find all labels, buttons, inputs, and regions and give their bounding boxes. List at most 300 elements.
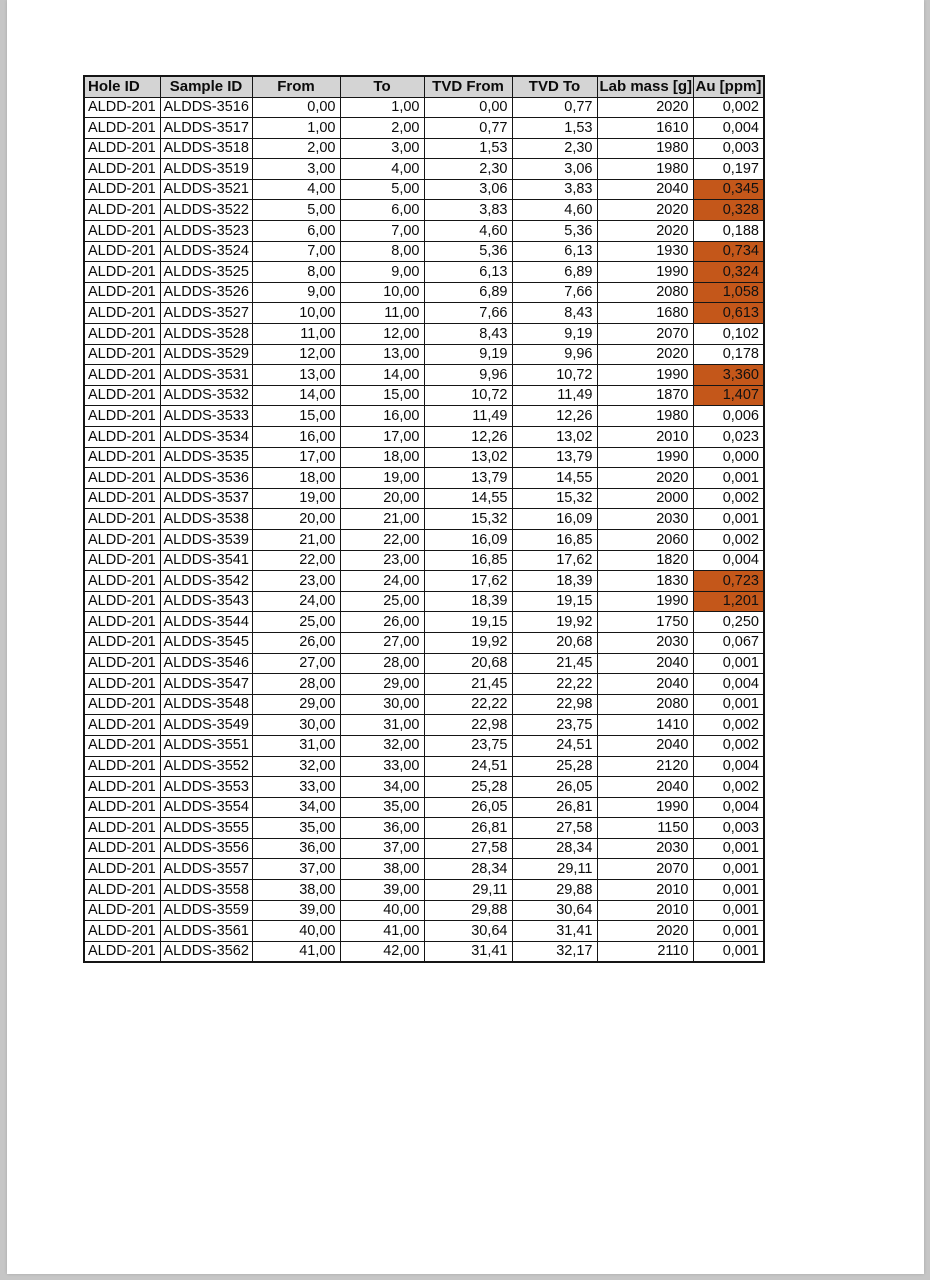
cell-to: 32,00 [340, 735, 424, 756]
cell-tvd-from: 25,28 [424, 777, 512, 798]
cell-lab-mass: 2020 [597, 221, 693, 242]
cell-from: 19,00 [252, 488, 340, 509]
cell-lab-mass: 2020 [597, 921, 693, 942]
cell-hole-id: ALDD-201 [84, 179, 160, 200]
cell-tvd-to: 13,02 [512, 427, 597, 448]
cell-tvd-to: 16,09 [512, 509, 597, 530]
table-row [84, 488, 764, 509]
cell-lab-mass: 1990 [597, 797, 693, 818]
cell-tvd-to: 30,64 [512, 900, 597, 921]
cell-sample-id: ALDDS-3556 [160, 838, 252, 859]
cell-lab-mass: 1150 [597, 818, 693, 839]
table-row [84, 550, 764, 571]
cell-tvd-from: 1,53 [424, 138, 512, 159]
cell-hole-id: ALDD-201 [84, 385, 160, 406]
cell-lab-mass: 2030 [597, 632, 693, 653]
cell-to: 6,00 [340, 200, 424, 221]
cell-hole-id: ALDD-201 [84, 406, 160, 427]
cell-au: 0,004 [693, 550, 764, 571]
cell-to: 23,00 [340, 550, 424, 571]
cell-hole-id: ALDD-201 [84, 468, 160, 489]
cell-sample-id: ALDDS-3562 [160, 941, 252, 962]
cell-lab-mass: 2040 [597, 653, 693, 674]
cell-lab-mass: 2110 [597, 941, 693, 962]
cell-sample-id: ALDDS-3554 [160, 797, 252, 818]
cell-tvd-from: 19,15 [424, 612, 512, 633]
cell-to: 15,00 [340, 385, 424, 406]
cell-tvd-from: 18,39 [424, 591, 512, 612]
cell-hole-id: ALDD-201 [84, 859, 160, 880]
cell-to: 1,00 [340, 97, 424, 118]
cell-lab-mass: 2070 [597, 324, 693, 345]
cell-from: 25,00 [252, 612, 340, 633]
cell-to: 24,00 [340, 571, 424, 592]
cell-to: 19,00 [340, 468, 424, 489]
table-row [84, 118, 764, 139]
table-row [84, 797, 764, 818]
cell-tvd-from: 13,79 [424, 468, 512, 489]
cell-tvd-from: 27,58 [424, 838, 512, 859]
cell-lab-mass: 2040 [597, 674, 693, 695]
cell-au: 1,407 [693, 385, 764, 406]
cell-tvd-to: 29,11 [512, 859, 597, 880]
cell-lab-mass: 1820 [597, 550, 693, 571]
assay-table-body [84, 97, 764, 962]
cell-tvd-from: 16,09 [424, 529, 512, 550]
cell-tvd-from: 29,11 [424, 880, 512, 901]
cell-to: 25,00 [340, 591, 424, 612]
cell-to: 8,00 [340, 241, 424, 262]
cell-hole-id: ALDD-201 [84, 591, 160, 612]
cell-au: 0,002 [693, 529, 764, 550]
cell-tvd-to: 5,36 [512, 221, 597, 242]
cell-tvd-from: 28,34 [424, 859, 512, 880]
cell-sample-id: ALDDS-3558 [160, 880, 252, 901]
cell-from: 26,00 [252, 632, 340, 653]
cell-to: 27,00 [340, 632, 424, 653]
cell-lab-mass: 2040 [597, 777, 693, 798]
cell-au: 0,723 [693, 571, 764, 592]
cell-tvd-to: 27,58 [512, 818, 597, 839]
cell-lab-mass: 2040 [597, 179, 693, 200]
cell-to: 26,00 [340, 612, 424, 633]
cell-tvd-from: 19,92 [424, 632, 512, 653]
cell-tvd-to: 13,79 [512, 447, 597, 468]
cell-sample-id: ALDDS-3546 [160, 653, 252, 674]
cell-tvd-to: 4,60 [512, 200, 597, 221]
cell-to: 14,00 [340, 365, 424, 386]
cell-tvd-to: 1,53 [512, 118, 597, 139]
cell-hole-id: ALDD-201 [84, 488, 160, 509]
cell-tvd-to: 26,81 [512, 797, 597, 818]
cell-to: 39,00 [340, 880, 424, 901]
cell-au: 1,201 [693, 591, 764, 612]
cell-hole-id: ALDD-201 [84, 632, 160, 653]
cell-from: 24,00 [252, 591, 340, 612]
cell-from: 9,00 [252, 282, 340, 303]
table-row [84, 365, 764, 386]
cell-hole-id: ALDD-201 [84, 797, 160, 818]
cell-to: 40,00 [340, 900, 424, 921]
cell-to: 38,00 [340, 859, 424, 880]
cell-tvd-to: 3,83 [512, 179, 597, 200]
cell-tvd-to: 25,28 [512, 756, 597, 777]
cell-tvd-from: 23,75 [424, 735, 512, 756]
cell-sample-id: ALDDS-3552 [160, 756, 252, 777]
cell-au: 0,023 [693, 427, 764, 448]
cell-hole-id: ALDD-201 [84, 324, 160, 345]
cell-sample-id: ALDDS-3542 [160, 571, 252, 592]
cell-tvd-from: 9,19 [424, 344, 512, 365]
cell-tvd-from: 10,72 [424, 385, 512, 406]
cell-tvd-from: 3,83 [424, 200, 512, 221]
cell-sample-id: ALDDS-3553 [160, 777, 252, 798]
cell-tvd-to: 19,92 [512, 612, 597, 633]
cell-hole-id: ALDD-201 [84, 838, 160, 859]
cell-sample-id: ALDDS-3543 [160, 591, 252, 612]
cell-from: 33,00 [252, 777, 340, 798]
cell-from: 36,00 [252, 838, 340, 859]
cell-hole-id: ALDD-201 [84, 880, 160, 901]
cell-sample-id: ALDDS-3516 [160, 97, 252, 118]
cell-to: 41,00 [340, 921, 424, 942]
column-header-from: From [252, 76, 340, 97]
table-row [84, 756, 764, 777]
cell-tvd-from: 12,26 [424, 427, 512, 448]
cell-tvd-to: 12,26 [512, 406, 597, 427]
cell-hole-id: ALDD-201 [84, 921, 160, 942]
table-row [84, 921, 764, 942]
table-row [84, 447, 764, 468]
table-row [84, 324, 764, 345]
cell-sample-id: ALDDS-3517 [160, 118, 252, 139]
cell-au: 0,003 [693, 818, 764, 839]
cell-from: 10,00 [252, 303, 340, 324]
cell-hole-id: ALDD-201 [84, 694, 160, 715]
column-header-to: To [340, 76, 424, 97]
cell-hole-id: ALDD-201 [84, 529, 160, 550]
cell-hole-id: ALDD-201 [84, 653, 160, 674]
table-row [84, 282, 764, 303]
cell-tvd-to: 18,39 [512, 571, 597, 592]
cell-lab-mass: 2020 [597, 468, 693, 489]
cell-sample-id: ALDDS-3547 [160, 674, 252, 695]
cell-to: 17,00 [340, 427, 424, 448]
cell-tvd-from: 9,96 [424, 365, 512, 386]
cell-hole-id: ALDD-201 [84, 447, 160, 468]
cell-tvd-to: 23,75 [512, 715, 597, 736]
table-row [84, 221, 764, 242]
cell-from: 41,00 [252, 941, 340, 962]
cell-hole-id: ALDD-201 [84, 777, 160, 798]
cell-au: 0,178 [693, 344, 764, 365]
cell-lab-mass: 1990 [597, 447, 693, 468]
cell-to: 21,00 [340, 509, 424, 530]
cell-tvd-from: 26,81 [424, 818, 512, 839]
cell-hole-id: ALDD-201 [84, 674, 160, 695]
table-row [84, 159, 764, 180]
cell-lab-mass: 1830 [597, 571, 693, 592]
cell-sample-id: ALDDS-3522 [160, 200, 252, 221]
cell-lab-mass: 2080 [597, 282, 693, 303]
cell-lab-mass: 1610 [597, 118, 693, 139]
cell-au: 0,001 [693, 859, 764, 880]
cell-from: 39,00 [252, 900, 340, 921]
cell-to: 20,00 [340, 488, 424, 509]
cell-lab-mass: 2080 [597, 694, 693, 715]
cell-to: 11,00 [340, 303, 424, 324]
cell-tvd-from: 14,55 [424, 488, 512, 509]
table-row [84, 941, 764, 962]
cell-lab-mass: 1990 [597, 365, 693, 386]
cell-au: 0,197 [693, 159, 764, 180]
cell-sample-id: ALDDS-3525 [160, 262, 252, 283]
cell-au: 0,004 [693, 118, 764, 139]
column-header-lab-mass: Lab mass [g] [597, 76, 693, 97]
cell-au: 0,324 [693, 262, 764, 283]
cell-lab-mass: 1980 [597, 138, 693, 159]
cell-au: 0,001 [693, 880, 764, 901]
cell-tvd-to: 29,88 [512, 880, 597, 901]
cell-from: 6,00 [252, 221, 340, 242]
cell-tvd-from: 26,05 [424, 797, 512, 818]
cell-from: 0,00 [252, 97, 340, 118]
cell-tvd-from: 6,89 [424, 282, 512, 303]
cell-to: 35,00 [340, 797, 424, 818]
cell-from: 2,00 [252, 138, 340, 159]
table-row [84, 900, 764, 921]
cell-to: 13,00 [340, 344, 424, 365]
cell-tvd-to: 22,22 [512, 674, 597, 695]
cell-to: 36,00 [340, 818, 424, 839]
cell-tvd-to: 0,77 [512, 97, 597, 118]
cell-sample-id: ALDDS-3533 [160, 406, 252, 427]
cell-to: 12,00 [340, 324, 424, 345]
cell-lab-mass: 2120 [597, 756, 693, 777]
cell-au: 0,002 [693, 97, 764, 118]
cell-lab-mass: 1930 [597, 241, 693, 262]
cell-lab-mass: 1980 [597, 406, 693, 427]
cell-hole-id: ALDD-201 [84, 118, 160, 139]
cell-au: 0,001 [693, 468, 764, 489]
cell-hole-id: ALDD-201 [84, 550, 160, 571]
cell-tvd-to: 6,89 [512, 262, 597, 283]
cell-tvd-to: 16,85 [512, 529, 597, 550]
table-row [84, 385, 764, 406]
cell-to: 9,00 [340, 262, 424, 283]
cell-sample-id: ALDDS-3557 [160, 859, 252, 880]
cell-au: 0,345 [693, 179, 764, 200]
cell-to: 37,00 [340, 838, 424, 859]
table-row [84, 715, 764, 736]
cell-from: 4,00 [252, 179, 340, 200]
cell-au: 0,001 [693, 838, 764, 859]
table-row [84, 838, 764, 859]
cell-to: 42,00 [340, 941, 424, 962]
cell-to: 5,00 [340, 179, 424, 200]
cell-au: 0,004 [693, 674, 764, 695]
table-row [84, 653, 764, 674]
cell-tvd-to: 6,13 [512, 241, 597, 262]
cell-au: 0,328 [693, 200, 764, 221]
cell-tvd-to: 24,51 [512, 735, 597, 756]
table-row [84, 859, 764, 880]
table-row [84, 694, 764, 715]
cell-lab-mass: 2010 [597, 900, 693, 921]
cell-tvd-to: 26,05 [512, 777, 597, 798]
cell-lab-mass: 2040 [597, 735, 693, 756]
cell-lab-mass: 2020 [597, 200, 693, 221]
cell-tvd-from: 0,00 [424, 97, 512, 118]
cell-hole-id: ALDD-201 [84, 756, 160, 777]
column-header-tvd-from: TVD From [424, 76, 512, 97]
cell-sample-id: ALDDS-3532 [160, 385, 252, 406]
cell-au: 3,360 [693, 365, 764, 386]
table-row [84, 509, 764, 530]
table-row [84, 674, 764, 695]
cell-sample-id: ALDDS-3544 [160, 612, 252, 633]
cell-sample-id: ALDDS-3527 [160, 303, 252, 324]
cell-from: 1,00 [252, 118, 340, 139]
cell-hole-id: ALDD-201 [84, 200, 160, 221]
cell-au: 0,003 [693, 138, 764, 159]
cell-hole-id: ALDD-201 [84, 427, 160, 448]
cell-hole-id: ALDD-201 [84, 159, 160, 180]
cell-from: 31,00 [252, 735, 340, 756]
cell-lab-mass: 2010 [597, 427, 693, 448]
cell-hole-id: ALDD-201 [84, 941, 160, 962]
cell-sample-id: ALDDS-3545 [160, 632, 252, 653]
cell-sample-id: ALDDS-3528 [160, 324, 252, 345]
cell-sample-id: ALDDS-3555 [160, 818, 252, 839]
cell-hole-id: ALDD-201 [84, 344, 160, 365]
cell-to: 31,00 [340, 715, 424, 736]
table-row [84, 179, 764, 200]
cell-from: 3,00 [252, 159, 340, 180]
column-header-au-ppm: Au [ppm] [693, 76, 764, 97]
cell-sample-id: ALDDS-3535 [160, 447, 252, 468]
assay-results-table [83, 75, 765, 963]
cell-to: 3,00 [340, 138, 424, 159]
cell-tvd-from: 5,36 [424, 241, 512, 262]
cell-from: 27,00 [252, 653, 340, 674]
column-header-tvd-to: TVD To [512, 76, 597, 97]
cell-au: 0,734 [693, 241, 764, 262]
cell-hole-id: ALDD-201 [84, 509, 160, 530]
cell-hole-id: ALDD-201 [84, 735, 160, 756]
table-row [84, 777, 764, 798]
cell-tvd-to: 10,72 [512, 365, 597, 386]
cell-hole-id: ALDD-201 [84, 365, 160, 386]
table-row [84, 406, 764, 427]
table-row [84, 344, 764, 365]
cell-from: 30,00 [252, 715, 340, 736]
cell-tvd-from: 2,30 [424, 159, 512, 180]
cell-tvd-from: 7,66 [424, 303, 512, 324]
table-row [84, 427, 764, 448]
cell-from: 29,00 [252, 694, 340, 715]
cell-tvd-from: 30,64 [424, 921, 512, 942]
cell-sample-id: ALDDS-3537 [160, 488, 252, 509]
cell-from: 5,00 [252, 200, 340, 221]
cell-lab-mass: 1680 [597, 303, 693, 324]
cell-to: 4,00 [340, 159, 424, 180]
cell-to: 28,00 [340, 653, 424, 674]
cell-hole-id: ALDD-201 [84, 571, 160, 592]
cell-hole-id: ALDD-201 [84, 900, 160, 921]
column-header-hole-id: Hole ID [84, 76, 160, 97]
cell-tvd-to: 28,34 [512, 838, 597, 859]
cell-au: 0,001 [693, 694, 764, 715]
cell-tvd-to: 11,49 [512, 385, 597, 406]
cell-to: 29,00 [340, 674, 424, 695]
cell-lab-mass: 2010 [597, 880, 693, 901]
cell-sample-id: ALDDS-3531 [160, 365, 252, 386]
cell-sample-id: ALDDS-3523 [160, 221, 252, 242]
cell-tvd-from: 29,88 [424, 900, 512, 921]
cell-tvd-to: 20,68 [512, 632, 597, 653]
cell-to: 34,00 [340, 777, 424, 798]
cell-sample-id: ALDDS-3524 [160, 241, 252, 262]
cell-tvd-to: 31,41 [512, 921, 597, 942]
cell-tvd-from: 0,77 [424, 118, 512, 139]
cell-lab-mass: 1750 [597, 612, 693, 633]
cell-tvd-to: 14,55 [512, 468, 597, 489]
cell-sample-id: ALDDS-3539 [160, 529, 252, 550]
cell-sample-id: ALDDS-3529 [160, 344, 252, 365]
cell-from: 11,00 [252, 324, 340, 345]
cell-tvd-to: 9,96 [512, 344, 597, 365]
cell-tvd-from: 15,32 [424, 509, 512, 530]
table-row [84, 303, 764, 324]
cell-lab-mass: 1990 [597, 591, 693, 612]
cell-sample-id: ALDDS-3518 [160, 138, 252, 159]
cell-au: 0,102 [693, 324, 764, 345]
cell-hole-id: ALDD-201 [84, 241, 160, 262]
cell-to: 16,00 [340, 406, 424, 427]
cell-tvd-from: 22,22 [424, 694, 512, 715]
cell-from: 8,00 [252, 262, 340, 283]
cell-from: 12,00 [252, 344, 340, 365]
cell-tvd-to: 22,98 [512, 694, 597, 715]
cell-hole-id: ALDD-201 [84, 97, 160, 118]
cell-from: 22,00 [252, 550, 340, 571]
table-row [84, 818, 764, 839]
cell-to: 30,00 [340, 694, 424, 715]
cell-tvd-from: 3,06 [424, 179, 512, 200]
cell-from: 7,00 [252, 241, 340, 262]
cell-from: 28,00 [252, 674, 340, 695]
cell-hole-id: ALDD-201 [84, 715, 160, 736]
cell-lab-mass: 2030 [597, 509, 693, 530]
cell-sample-id: ALDDS-3561 [160, 921, 252, 942]
cell-from: 37,00 [252, 859, 340, 880]
cell-from: 35,00 [252, 818, 340, 839]
cell-au: 0,002 [693, 735, 764, 756]
cell-to: 7,00 [340, 221, 424, 242]
table-row [84, 468, 764, 489]
cell-to: 22,00 [340, 529, 424, 550]
table-row [84, 571, 764, 592]
cell-from: 32,00 [252, 756, 340, 777]
cell-au: 0,004 [693, 797, 764, 818]
cell-hole-id: ALDD-201 [84, 138, 160, 159]
cell-hole-id: ALDD-201 [84, 612, 160, 633]
cell-au: 0,002 [693, 777, 764, 798]
cell-from: 21,00 [252, 529, 340, 550]
cell-sample-id: ALDDS-3519 [160, 159, 252, 180]
cell-from: 18,00 [252, 468, 340, 489]
